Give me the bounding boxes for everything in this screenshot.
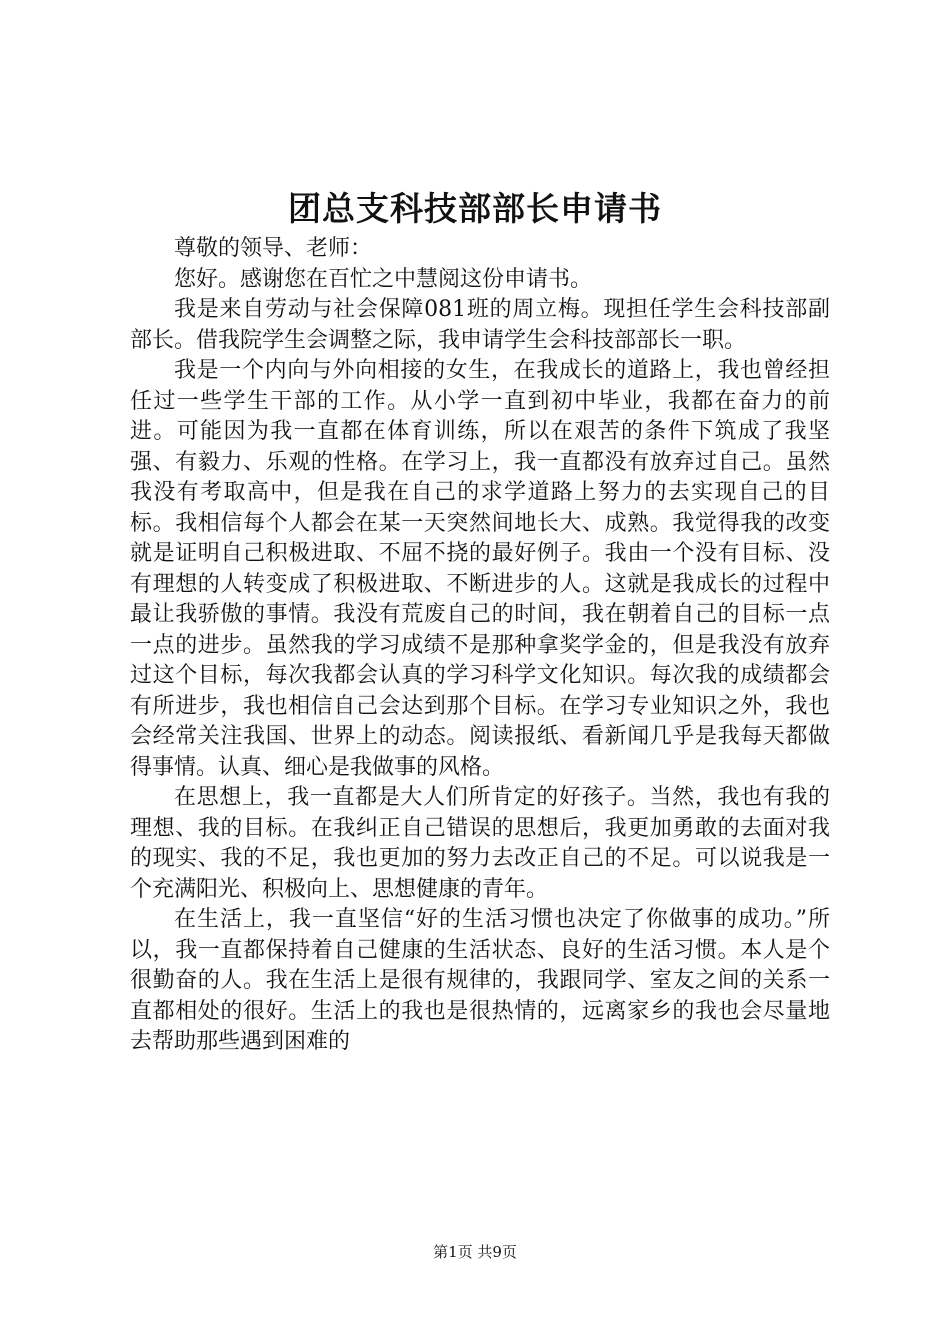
page-footer: 第1页 共9页 <box>433 1243 517 1261</box>
salutation: 尊敬的领导、老师： <box>174 236 373 261</box>
personal-background-paragraph: 我是一个内向与外向相接的女生，在我成长的道路上，我也曾经担任过一些学生干部的工作。从小学一直到初中毕业，我都在奋力的前进。可能因为我一直都在体育训练，所以在艰苦的条件下筑成了我坚强、有毅力、乐观的性格。在学习上，我一直都没有放弃过自己。虽然我没有考取高中，但是我在自己的求学道路上努力的去实现自己的目标。我相信每个人都会在某一天突然间地长大、成熟。我觉得我的改变就是证明自己积极进取、不屈不挠的最好例子。我由一个没有目标、没有理想的人转变成了积极进取、不断进步的人。这就是我成长的过程中最让我骄傲的事情。我没有荒废自己的时间，我在朝着自己的目标一点一点的进步。虽然我的学习成绩不是那种拿奖学金的，但是我没有放弃过这个目标，每次我都会认真的学习科学文化知识。每次我的成绩都会有所进步，我也相信自己会达到那个目标。在学习专业知识之外，我也会经常关注我国、世界上的动态。阅读报纸、看新闻几乎是我每天都做得事情。认真、细心是我做事的风格。 <box>130 358 830 780</box>
greeting-paragraph: 您好。感谢您在百忙之中慧阅这份申请书。 <box>174 266 593 292</box>
document-body <box>130 234 830 1058</box>
life-paragraph: 在生活上，我一直坚信“好的生活习惯也决定了你做事的成功。”所以，我一直都保持着自己健康的生活状态、良好的生活习惯。本人是个很勤奋的人。我在生活上是很有规律的，我跟同学、室友之间的关系一直都相处的很好。生活上的我也是很热情的，远离家乡的我也会尽量地去帮助那些遇到困难的 <box>130 907 830 1054</box>
intro-paragraph: 我是来自劳动与社会保障081班的周立梅。现担任学生会科技部副部长。借我院学生会调整之际，我申请学生会科技部部长一职。 <box>130 297 830 353</box>
thought-paragraph: 在思想上，我一直都是大人们所肯定的好孩子。当然，我也有我的理想、我的目标。在我纠正自己错误的思想后，我更加勇敢的去面对我的现实、我的不足，我也更加的努力去改正自己的不足。可以说我是一个充满阳光、积极向上、思想健康的青年。 <box>130 785 830 902</box>
document-title: 团总支科技部部长申请书 <box>288 189 662 228</box>
